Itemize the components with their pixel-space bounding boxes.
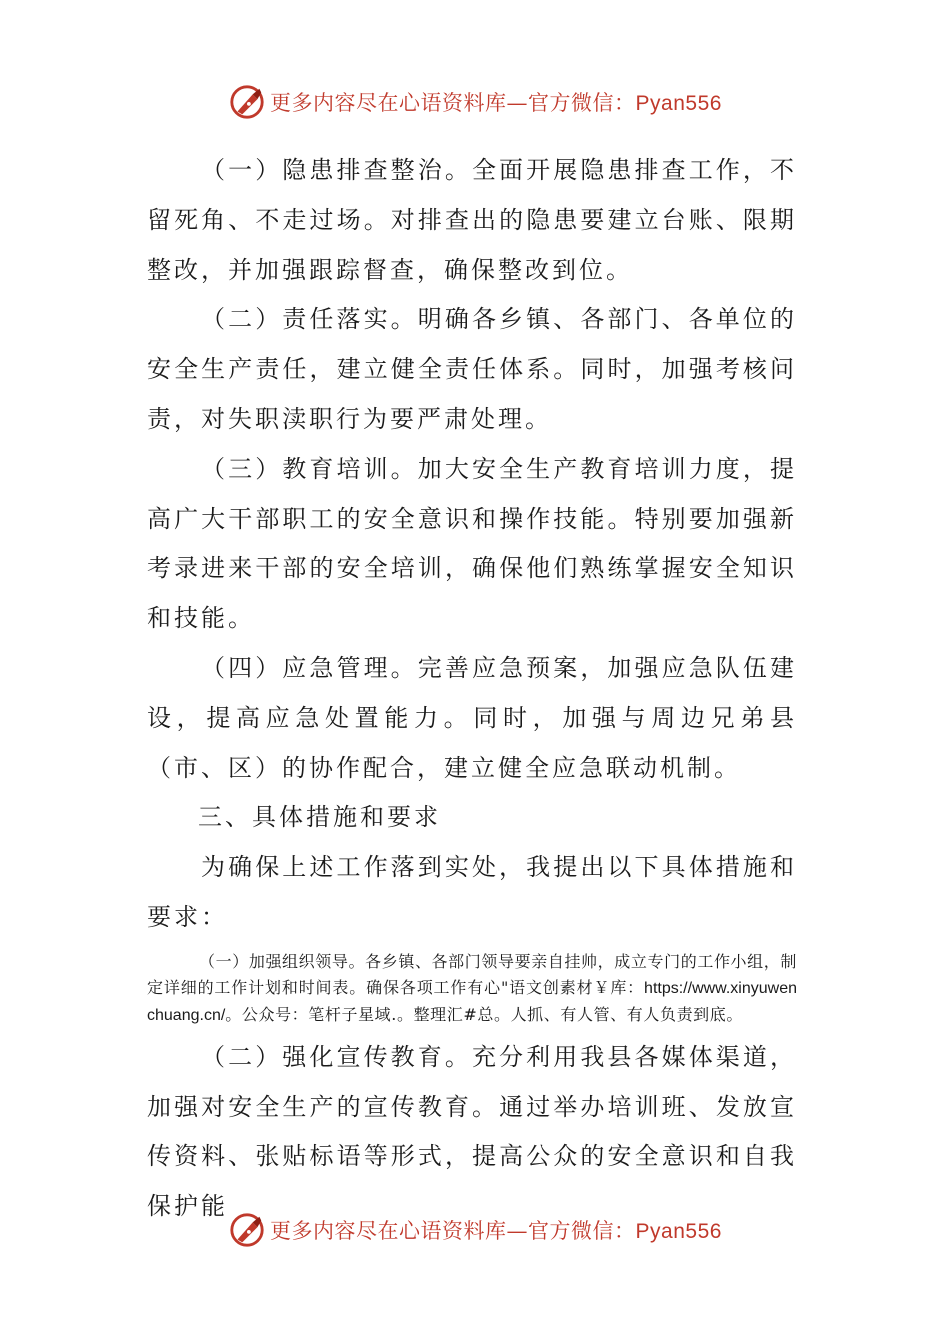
banner-wechat-id: Pyan556 [635,1220,722,1243]
banner-text [270,87,722,117]
header-banner [0,80,950,124]
banner-main-text: 更多内容尽在心语资料库—官方微信： [270,91,636,115]
paragraph-responsibility: （二）责任落实。明确各乡镇、各部门、各单位的安全生产责任，建立健全责任体系。同时，加强考核问责，对失职渎职行为要严肃处理。 [147,305,797,433]
section-heading-measures: 三、具体措施和要求 [198,803,441,832]
banner-text [270,1215,722,1245]
paragraph-measures-intro: 为确保上述工作落到实处，我提出以下具体措施和要求： [147,853,797,931]
paragraph-hazard-inspection: （一）隐患排查整治。全面开展隐患排查工作，不留死角、不走过场。对排查出的隐患要建立台账、限期整改，并加强跟踪督查，确保整改到位。 [147,156,797,284]
document-body [147,146,797,1232]
small-text-before-url: （一）加强组织领导。各乡镇、各部门领导要亲自挂帅，成立专门的工作小组，制定详细的工作计划和时间表。确保各项工作有心"语文创素材￥库： [147,951,797,997]
pen-nib-logo-icon [228,83,266,121]
paragraph-emergency-management: （四）应急管理。完善应急预案，加强应急队伍建设，提高应急处置能力。同时，加强与周边兄弟县（市、区）的协作配合，建立健全应急联动机制。 [147,653,797,782]
pen-nib-logo-icon [228,1211,266,1249]
paragraph-publicity-education: （二）强化宣传教育。充分利用我县各媒体渠道，加强对安全生产的宣传教育。通过举办培训班、发放宣传资料、张贴标语等形式，提高公众的安全意识和自我保护能 [147,1042,797,1221]
paragraph-education-training: （三）教育培训。加大安全生产教育培训力度，提高广大干部职工的安全意识和操作技能。特别要加强新考录进来干部的安全培训，确保他们熟练掌握安全知识和技能。 [147,454,797,633]
banner-main-text: 更多内容尽在心语资料库—官方微信： [270,1219,636,1243]
banner-wechat-id: Pyan556 [635,92,722,115]
small-text-after-url: 。公众号：笔杆子星域.。整理汇#总。人抓、有人管、有人负责到底。 [225,1004,743,1024]
website-link[interactable]: https://www.xinyuwenchuang.cn/ [147,979,797,1024]
footer-banner [0,1208,950,1252]
paragraph-organization-leadership [147,949,797,1029]
